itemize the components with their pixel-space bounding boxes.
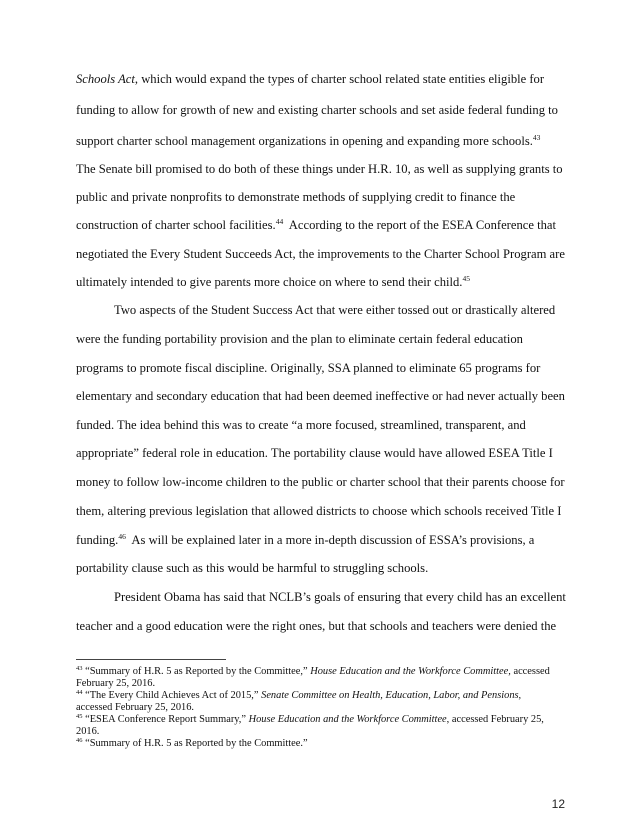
act-title: Schools Act: [76, 72, 135, 86]
footnote-ref: 45: [462, 274, 470, 283]
body-line: public and private nonprofits to demonstrate methods of supplying credit to finance the: [76, 190, 516, 204]
body-line: support charter school management organizations in opening and expanding more schools.$^{43}$: [76, 133, 541, 148]
body-line: funded. The idea behind this was to create “a more focused, streamlined, transparent, and: [76, 418, 526, 432]
body-line: programs to promote fiscal discipline. Originally, SSA planned to eliminate 65 programs for: [76, 361, 541, 375]
body-line: ultimately intended to give parents more choice on where to send their child.$^{45}$: [76, 274, 470, 289]
footnote-ref: 44: [275, 217, 284, 226]
body-line: elementary and secondary education that had been deemed ineffective or had never actually been: [76, 389, 565, 403]
body-line: negotiated the Every Student Succeeds Act, the improvements to the Charter School Program are: [76, 247, 565, 261]
footnote-44-cont: accessed February 25, 2016.: [76, 702, 195, 713]
footnote-divider: [76, 659, 226, 660]
body-line: money to follow low-income children to the public or charter school that their parents choose for: [76, 475, 565, 489]
body-line: them, altering previous legislation that allowed districts to choose which schools received Title I: [76, 504, 562, 518]
body-line: were the funding portability provision and the plan to eliminate certain federal education: [76, 332, 523, 346]
footnote-45: $^{45}$ “ESEA Conference Report Summary,” House Education and the Workforce Committee, accessed February 25,: [76, 713, 544, 725]
footnote-43-cont: February 25, 2016.: [76, 678, 156, 689]
page-number: 12: [551, 797, 565, 811]
footnote-ref: 46: [118, 532, 126, 541]
footnote-46: $^{46}$ “Summary of H.R. 5 as Reported by the Committee.”: [76, 737, 308, 749]
body-line: funding to allow for growth of new and existing charter schools and set aside federal funding to: [76, 103, 558, 117]
body-line: portability clause such as this would be harmful to struggling schools.: [76, 561, 429, 575]
body-line: funding.$^{46}$ As will be explained later in a more in-depth discussion of ESSA’s provisions, a: [76, 532, 535, 547]
paragraph-start: President Obama has said that NCLB’s goals of ensuring that every child has an excellent: [114, 590, 566, 604]
footnote-43: $^{43}$ “Summary of H.R. 5 as Reported by the Committee,” House Education and the Workforce Committee, accessed: [76, 665, 550, 677]
body-line: construction of charter school facilities.$^{44}$ According to the report of the ESEA Conference that: [76, 217, 556, 232]
footnote-ref: 43: [532, 133, 541, 142]
footnote-45-cont: 2016.: [76, 726, 100, 737]
body-line: teacher and a good education were the right ones, but that schools and teachers were denied the: [76, 619, 557, 633]
body-line: The Senate bill promised to do both of these things under H.R. 10, as well as supplying grants to: [76, 162, 563, 176]
body-line: appropriate” federal role in education. The portability clause would have allowed ESEA Title I: [76, 446, 553, 460]
body-line: Schools Act, which would expand the types of charter school related state entities eligible for: [76, 72, 545, 86]
footnote-44: $^{44}$ “The Every Child Achieves Act of 2015,” Senate Committee on Health, Education, Labor, and Pensions,: [76, 689, 522, 701]
paragraph-start: Two aspects of the Student Success Act that were either tossed out or drastically altered: [114, 303, 556, 317]
